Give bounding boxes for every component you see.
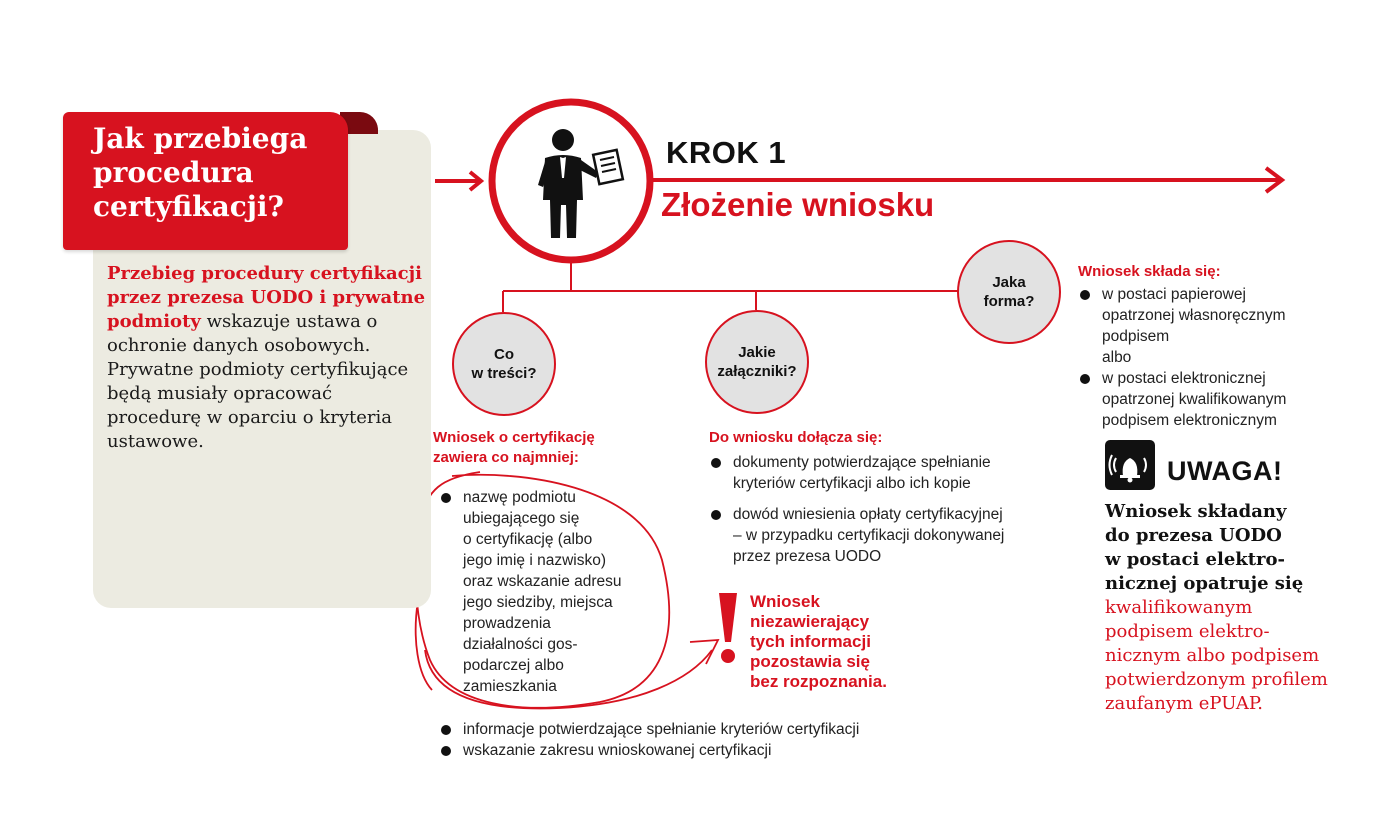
question-attachments-label: Jakie załączniki? xyxy=(717,344,797,380)
form-heading: Wniosek składa się: xyxy=(1078,263,1221,280)
attachments-list xyxy=(705,452,1085,567)
form-list-item: w postaci papierowej opatrzonej własnoręcznym podpisem albo xyxy=(1074,284,1374,368)
warning-text: Wniosek niezawierający tych informacji pozostawia się bez rozpoznania. xyxy=(750,592,887,691)
question-content-circle xyxy=(452,312,556,416)
form-list-item: w postaci elektronicznej opatrzonej kwalifikowanym podpisem elektronicznym xyxy=(1074,368,1374,431)
content-list-item: wskazanie zakresu wnioskowanej certyfikacji xyxy=(435,740,995,761)
uwaga-body-red: kwalifikowanym podpisem elektro- nicznym albo podpisem potwierdzonym profilem zaufanym ePUAP. xyxy=(1105,597,1328,714)
content-list xyxy=(435,719,995,761)
uwaga-body-bold: Wniosek składany do prezesa UODO w postaci elektro- nicznej opatruje się xyxy=(1105,501,1304,594)
step-title: Złożenie wniosku xyxy=(661,186,935,223)
alarm-bell-icon xyxy=(1105,440,1155,490)
question-attachments-circle xyxy=(705,310,809,414)
uwaga-body xyxy=(1105,500,1375,716)
content-heading: Wniosek o certyfikację zawiera co najmniej: xyxy=(433,429,595,466)
step-label: KROK 1 xyxy=(666,135,787,170)
uwaga-label: UWAGA! xyxy=(1167,456,1283,486)
arrow-into-step xyxy=(435,172,481,190)
page-title: Jak przebiega procedura certyfikacji? xyxy=(93,122,308,223)
attachments-list-item: dokumenty potwierdzające spełnianie kryteriów certyfikacji albo ich kopie xyxy=(705,452,1085,494)
question-form-circle xyxy=(957,240,1061,344)
attachments-list-item: dowód wniesienia opłaty certyfikacyjnej – w przypadku certyfikacji dokonywanej przez prezesa UODO xyxy=(705,504,1085,567)
question-content-label: Co w treści? xyxy=(471,346,537,382)
intro-highlight: Przebieg procedury certyfikacji przez prezesa UODO i prywatne podmioty xyxy=(107,263,426,332)
content-circled-list xyxy=(435,487,660,697)
content-circled-item: nazwę podmiotu ubiegającego się o certyfikację (albo jego imię i nazwisko) oraz wskazanie adresu jego siedziby, miejsca prowadzenia działalności gos- podarczej albo zamieszkania xyxy=(435,487,660,697)
intro-text xyxy=(107,262,427,454)
exclamation-icon xyxy=(716,590,740,670)
form-list xyxy=(1074,284,1374,431)
attachments-heading: Do wniosku dołącza się: xyxy=(709,429,883,446)
question-form-label: Jaka forma? xyxy=(983,274,1035,310)
branch-lines xyxy=(503,260,962,312)
content-list-item: informacje potwierdzające spełnianie kryteriów certyfikacji xyxy=(435,719,995,740)
intro-rest: wskazuje ustawa o ochronie danych osobowych. Prywatne podmioty certyfikujące będą musiały opracować procedurę w oparciu o kryteria ustawowe. xyxy=(107,311,409,452)
